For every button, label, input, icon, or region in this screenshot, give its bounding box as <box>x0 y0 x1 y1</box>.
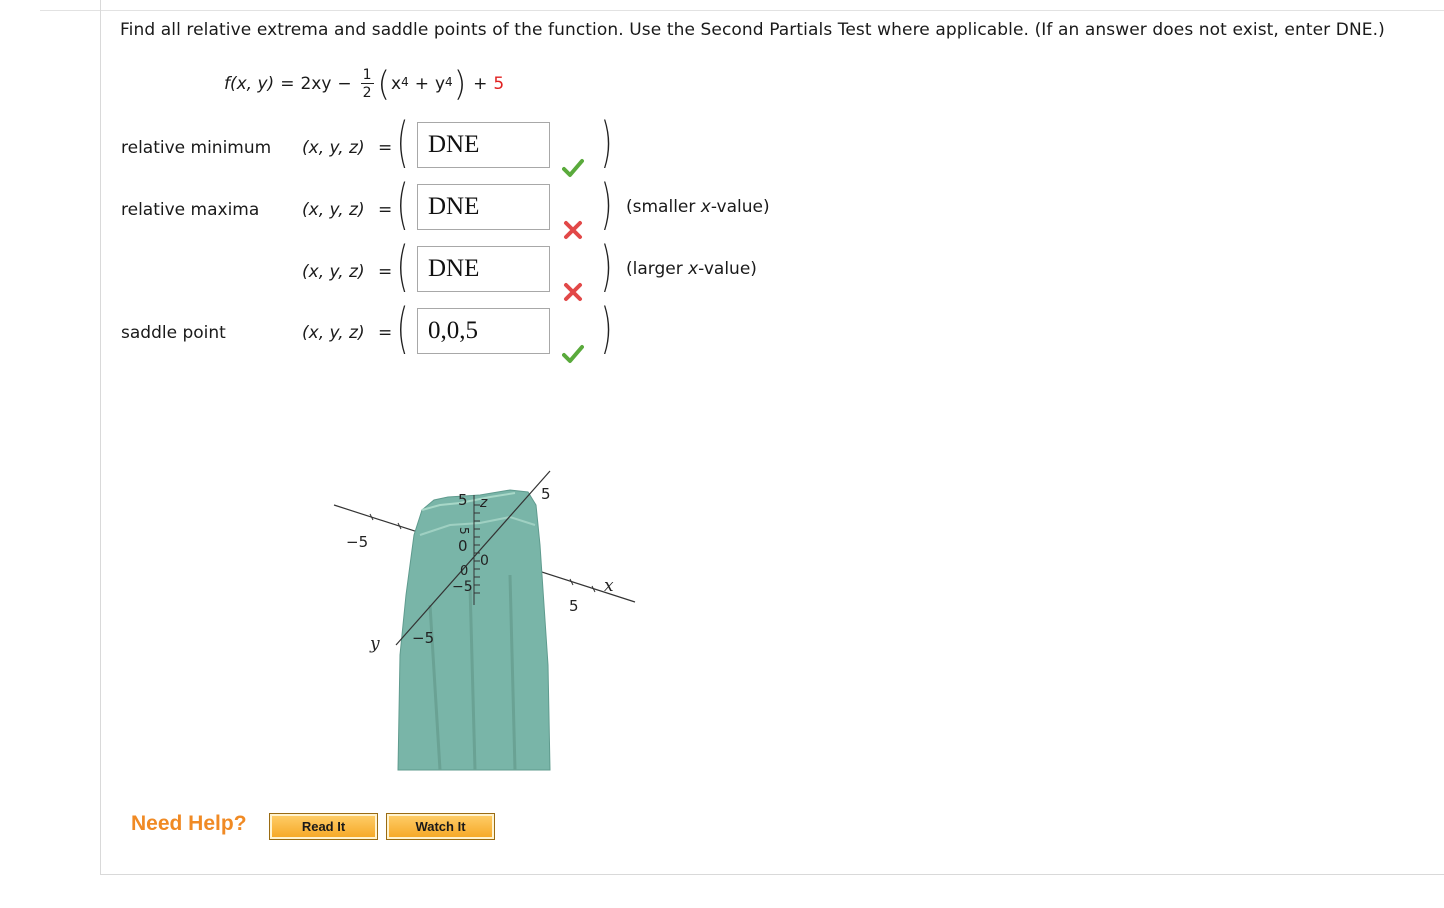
close-paren: ) <box>600 235 613 298</box>
correct-check-icon <box>562 157 584 179</box>
label-relative-minimum: relative minimum <box>121 138 272 158</box>
tick-label: 0 <box>458 537 468 555</box>
formula-equals: = <box>280 74 295 94</box>
relative-minimum-input[interactable] <box>417 122 550 168</box>
x-axis-label: x <box>604 576 614 596</box>
formula-fraction <box>361 68 374 100</box>
xyz-equals: = <box>378 200 393 220</box>
formula-x-base: x <box>391 74 402 94</box>
formula-open-paren: ( <box>377 64 391 104</box>
tick-label: −5 <box>452 579 473 595</box>
note-pre: (larger <box>626 259 689 279</box>
xyz-label-max-smaller <box>302 200 392 220</box>
note-var: x <box>688 259 699 279</box>
formula-x-exp: 4 <box>401 75 409 89</box>
note-post: -value) <box>710 197 770 217</box>
close-paren: ) <box>600 297 613 360</box>
read-it-button[interactable]: Read It <box>269 813 378 840</box>
xyz-text: (x, y, z) <box>302 200 365 220</box>
xyz-equals: = <box>378 262 393 282</box>
xyz-equals: = <box>378 323 393 343</box>
tick-label: 0 <box>460 564 469 579</box>
note-var: x <box>700 197 711 217</box>
relative-max-smaller-input[interactable] <box>417 184 550 230</box>
formula-term1: 2xy <box>300 74 332 94</box>
tick-label: 5 <box>457 527 471 535</box>
saddle-point-input[interactable] <box>417 308 550 354</box>
formula-lhs: f(x, y) <box>224 74 275 94</box>
xyz-label-max-larger <box>302 262 392 282</box>
formula-close-paren: ) <box>453 64 467 104</box>
formula-minus: − <box>337 74 352 94</box>
tick-label: −5 <box>412 629 435 647</box>
formula-plus2: + <box>473 74 488 94</box>
function-formula <box>224 60 504 108</box>
formula-plus: + <box>414 74 429 94</box>
note-smaller-x-value <box>626 197 770 217</box>
y-axis-label: y <box>370 634 380 654</box>
open-paren: ( <box>396 235 409 298</box>
close-paren: ) <box>600 173 613 236</box>
close-paren: ) <box>600 111 613 174</box>
need-help-label: Need Help? <box>131 812 247 835</box>
xyz-label-min <box>302 138 392 158</box>
tick-label: 0 <box>480 553 489 569</box>
note-post: -value) <box>698 259 757 279</box>
note-larger-x-value <box>626 259 757 279</box>
fraction-denominator: 2 <box>362 85 372 101</box>
xyz-label-saddle <box>302 323 392 343</box>
correct-check-icon <box>562 343 584 365</box>
xyz-text: (x, y, z) <box>302 138 365 158</box>
open-paren: ( <box>396 173 409 236</box>
xyz-equals: = <box>378 138 393 158</box>
surface-3d-graph[interactable] <box>330 465 640 775</box>
tick-label: 5 <box>458 491 468 509</box>
open-paren: ( <box>396 297 409 360</box>
tick-label: 5 <box>569 597 579 615</box>
tick-label: −5 <box>346 533 369 551</box>
formula-y-base: y <box>434 74 446 94</box>
question-panel <box>100 0 1444 875</box>
incorrect-x-icon <box>562 281 584 303</box>
open-paren: ( <box>396 111 409 174</box>
label-saddle-point: saddle point <box>121 323 226 343</box>
relative-max-larger-input[interactable] <box>417 246 550 292</box>
label-relative-maxima: relative maxima <box>121 200 260 220</box>
note-pre: (smaller <box>626 197 701 217</box>
fraction-numerator: 1 <box>362 67 372 83</box>
z-axis-label: z <box>480 495 488 511</box>
question-text: Find all relative extrema and saddle points of the function. Use the Second Partials Test where applicable. (If an answer does not exist, enter DNE.) <box>120 20 1385 40</box>
xyz-text: (x, y, z) <box>302 262 365 282</box>
tick-label: 5 <box>541 485 551 503</box>
formula-constant: 5 <box>493 74 505 94</box>
incorrect-x-icon <box>562 219 584 241</box>
formula-y-exp: 4 <box>445 75 453 89</box>
watch-it-button[interactable]: Watch It <box>386 813 495 840</box>
xyz-text: (x, y, z) <box>302 323 365 343</box>
